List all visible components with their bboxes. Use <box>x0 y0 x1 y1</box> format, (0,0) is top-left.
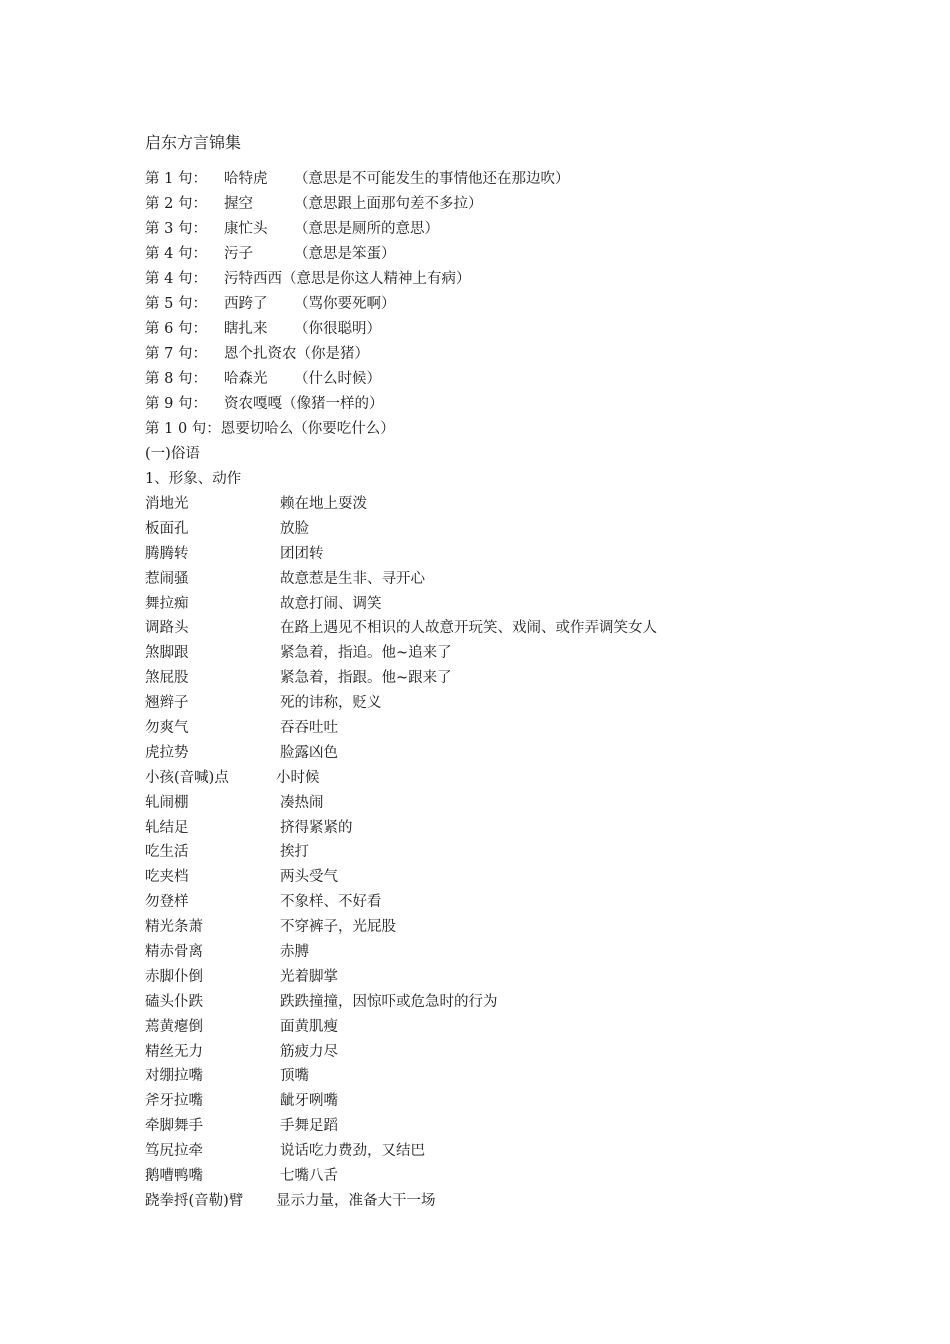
entry-term: 吃生活 <box>145 844 189 861</box>
sentence-meaning: （像猪一样的） <box>282 396 384 412</box>
dialect-entry <box>145 1115 657 1140</box>
entry-term: 吃夹档 <box>145 869 189 886</box>
sentence-item <box>145 218 570 243</box>
entry-term: 跷拳捋(音勒)臂 <box>145 1192 244 1209</box>
entry-term: 精丝无力 <box>145 1043 203 1060</box>
sentence-item <box>145 418 570 443</box>
dialect-entry <box>145 642 657 667</box>
entry-meaning: 放脸 <box>280 520 309 537</box>
sentence-number: 第 1 句： <box>145 171 207 187</box>
entry-term: 对绷拉嘴 <box>145 1068 203 1085</box>
dialect-entry <box>145 1165 657 1190</box>
dialect-entry <box>145 767 657 792</box>
dialect-entry <box>145 1090 657 1115</box>
dialect-entry <box>145 518 657 543</box>
document-title: 启东方言锦集 <box>145 133 242 152</box>
sentence-item <box>145 393 570 418</box>
dialect-entry <box>145 493 657 518</box>
dialect-entry <box>145 817 657 842</box>
sentence-term: 握空 <box>224 196 253 212</box>
entry-meaning: 团团转 <box>280 545 324 562</box>
dialect-entry <box>145 1016 657 1041</box>
sentence-term: 污特西西 <box>224 271 282 287</box>
dialect-entry <box>145 568 657 593</box>
entry-meaning: 小时候 <box>276 769 320 786</box>
entry-meaning: 不穿裤子，光屁股 <box>280 919 396 936</box>
dialect-entry <box>145 1140 657 1165</box>
entry-term: 虎拉势 <box>145 744 189 761</box>
entry-meaning: 挨打 <box>280 844 309 861</box>
sentence-meaning: （你是猪） <box>296 346 369 362</box>
entry-meaning: 不象样、不好看 <box>280 894 382 911</box>
dialect-entry <box>145 941 657 966</box>
entry-meaning: 死的讳称，贬义 <box>280 695 382 712</box>
entry-term: 勿爽气 <box>145 720 189 737</box>
sentence-item <box>145 343 570 368</box>
sentence-item <box>145 268 570 293</box>
entry-term: 消地光 <box>145 496 189 512</box>
sentence-number: 第 1 0 句： <box>145 421 221 437</box>
dialect-entry <box>145 593 657 618</box>
dialect-entry-list <box>145 493 657 1215</box>
dialect-entry <box>145 1041 657 1066</box>
entry-meaning: 吞吞吐吐 <box>280 720 338 737</box>
sentence-item <box>145 193 570 218</box>
sentence-number: 第 8 句： <box>145 371 207 387</box>
sentence-number: 第 2 句： <box>145 196 207 212</box>
entry-term: 煞屁股 <box>145 670 189 687</box>
section-headings <box>145 443 241 493</box>
entry-meaning: 筋疲力尽 <box>280 1043 338 1060</box>
dialect-entry <box>145 991 657 1016</box>
entry-term: 磕头仆跌 <box>145 993 203 1010</box>
sentence-number: 第 5 句： <box>145 296 207 312</box>
sentence-number: 第 7 句： <box>145 346 207 362</box>
dialect-entry <box>145 692 657 717</box>
entry-meaning: 说话吃力费劲，又结巴 <box>280 1143 425 1160</box>
sentence-item <box>145 293 570 318</box>
dialect-entry <box>145 966 657 991</box>
sentence-term: 康忙头 <box>224 221 268 237</box>
sentence-meaning: （你要吃什么） <box>293 421 395 437</box>
entry-meaning: 龇牙咧嘴 <box>280 1093 338 1110</box>
entry-term: 板面孔 <box>145 520 189 537</box>
entry-meaning: 故意打闹、调笑 <box>280 595 382 612</box>
dialect-entry <box>145 742 657 767</box>
sentence-item <box>145 168 570 193</box>
entry-meaning: 面黄肌瘦 <box>280 1018 338 1035</box>
sentence-term: 西跨了 <box>224 296 268 312</box>
entry-term: 笃尻拉牵 <box>145 1143 203 1160</box>
entry-term: 赤脚仆倒 <box>145 968 203 985</box>
entry-meaning: 紧急着，指追。他~追来了 <box>280 645 452 662</box>
entry-meaning: 光着脚掌 <box>280 968 338 985</box>
entry-meaning: 脸露凶色 <box>280 744 338 761</box>
entry-term: 翘辫子 <box>145 695 189 712</box>
entry-meaning: 在路上遇见不相识的人故意开玩笑、戏闹、或作弄调笑女人 <box>280 620 657 637</box>
subsection-heading: 1、形象、动作 <box>145 471 242 487</box>
entry-meaning: 凑热闹 <box>280 794 324 811</box>
entry-term: 腾腾转 <box>145 545 189 562</box>
dialect-entry <box>145 841 657 866</box>
entry-meaning: 赖在地上耍泼 <box>280 496 367 512</box>
sentence-term: 哈森光 <box>224 371 268 387</box>
sentence-meaning: （意思是不可能发生的事情他还在那边吹） <box>294 171 570 187</box>
sentence-item <box>145 368 570 393</box>
sentence-meaning: （意思跟上面那句差不多拉） <box>294 196 483 212</box>
sentence-meaning: （骂你要死啊） <box>294 296 396 312</box>
sentence-meaning: （你很聪明） <box>294 321 381 337</box>
sentence-meaning: （意思是厕所的意思） <box>294 221 439 237</box>
sentence-item <box>145 318 570 343</box>
entry-term: 舞拉痴 <box>145 595 189 612</box>
sentence-number: 第 3 句： <box>145 221 207 237</box>
dialect-entry <box>145 543 657 568</box>
dialect-entry <box>145 891 657 916</box>
entry-term: 惹闹骚 <box>145 570 189 587</box>
sentence-term: 污子 <box>224 246 253 262</box>
sentence-term: 哈特虎 <box>224 171 268 187</box>
entry-meaning: 七嘴八舌 <box>280 1168 338 1185</box>
sentence-term: 恩要切哈么 <box>220 421 294 437</box>
sentence-meaning: （意思是笨蛋） <box>294 246 396 262</box>
dialect-entry <box>145 617 657 642</box>
sentence-item <box>145 243 570 268</box>
entry-term: 精赤骨离 <box>145 944 203 961</box>
entry-meaning: 顶嘴 <box>280 1068 309 1085</box>
dialect-entry <box>145 866 657 891</box>
section-heading: (一)俗语 <box>145 446 200 462</box>
sentence-number: 第 4 句： <box>145 246 207 262</box>
dialect-entry <box>145 1065 657 1090</box>
sentence-number: 第 9 句： <box>145 396 207 412</box>
dialect-entry <box>145 792 657 817</box>
entry-term: 轧闹棚 <box>145 794 189 811</box>
entry-meaning: 挤得紧紧的 <box>280 819 353 836</box>
entry-meaning: 赤膊 <box>280 944 309 961</box>
entry-term: 小孩(音喊)点 <box>145 769 229 786</box>
entry-term: 勿登样 <box>145 894 189 911</box>
dialect-entry <box>145 916 657 941</box>
sentence-term: 瞎扎来 <box>224 321 268 337</box>
entry-term: 调路头 <box>145 620 189 637</box>
sentence-meaning: （什么时候） <box>294 371 381 387</box>
sentence-number: 第 6 句： <box>145 321 207 337</box>
dialect-entry <box>145 1190 657 1215</box>
sentence-term: 资农嘎嘎 <box>224 396 282 412</box>
entry-term: 精光条萧 <box>145 919 203 936</box>
entry-meaning: 手舞足蹈 <box>280 1118 338 1135</box>
entry-meaning: 紧急着，指跟。他~跟来了 <box>280 670 452 687</box>
sentence-list <box>145 168 570 443</box>
entry-term: 轧结足 <box>145 819 189 836</box>
dialect-entry <box>145 717 657 742</box>
entry-term: 煞脚跟 <box>145 645 189 662</box>
entry-term: 牵脚舞手 <box>145 1118 203 1135</box>
sentence-term: 恩个扎资农 <box>224 346 297 362</box>
entry-meaning: 故意惹是生非、寻开心 <box>280 570 425 587</box>
entry-meaning: 显示力量，准备大干一场 <box>276 1192 436 1209</box>
entry-term: 蔫黄瘪倒 <box>145 1018 203 1035</box>
entry-term: 斧牙拉嘴 <box>145 1093 203 1110</box>
dialect-entry <box>145 667 657 692</box>
entry-term: 鹅嘈鸭嘴 <box>145 1168 203 1185</box>
sentence-meaning: （意思是你这人精神上有病） <box>282 271 471 287</box>
entry-meaning: 跌跌撞撞，因惊吓或危急时的行为 <box>280 993 498 1010</box>
entry-meaning: 两头受气 <box>280 869 338 886</box>
sentence-number: 第 4 句： <box>145 271 207 287</box>
